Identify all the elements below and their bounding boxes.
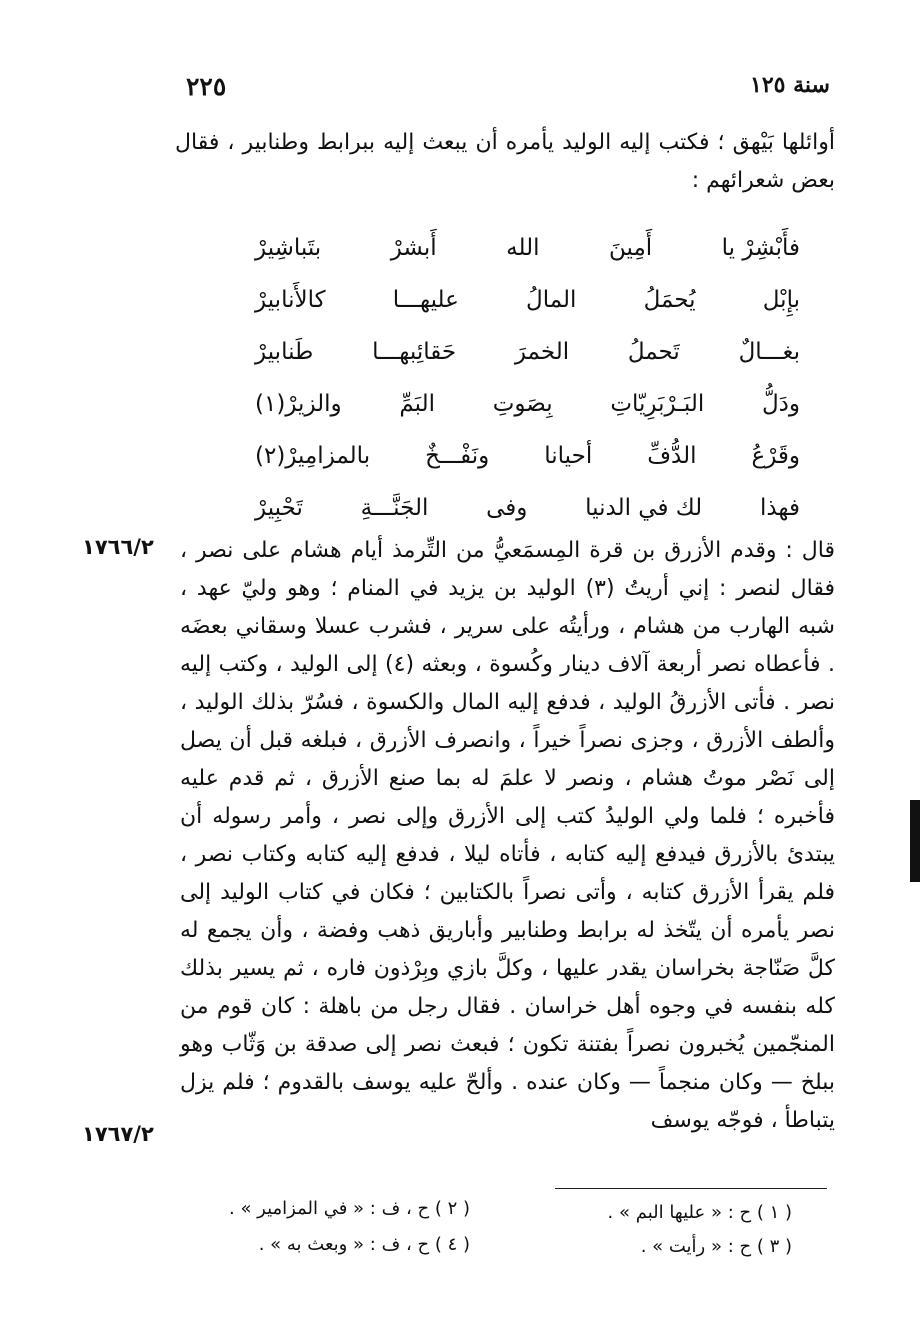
poem-word: بالمزامِيرْ(٢) — [255, 443, 371, 469]
poem-word: بِصَوتِ — [492, 391, 553, 417]
poem-word: أحيانا — [544, 443, 593, 469]
page-number: ٢٢٥ — [186, 72, 227, 101]
poem-word: حَقائِبهـــا — [372, 339, 457, 365]
intro-paragraph: أوائلها بَيْهق ؛ فكتب إليه الوليد يأمره أن يبعث إليه ببرابط وطنابير ، فقال بعض شعرائهم : — [175, 130, 835, 193]
margin-reference: ١٧٦٦/٢ — [82, 535, 154, 559]
poem-word: البَمِّ — [399, 391, 436, 417]
body-paragraph: قال : وقدم الأزرق بن قرة المِسمَعيُّ من التِّرمذ أيام هشام على نصر ، فقال لنصر : إني أريتُ (٣) الوليد بن يزيد في المنام ؛ وهو وليّ عهد ، شبه الهارب من هشام ، ورأيتُه على سرير ، فشرب عسلا وسقاني بعضَه . فأعطاه نصر أربعة آلاف دينار وكُسوة ، وبعثه (٤) إلى الوليد ، وكتب إليه نصر . فأتى الأزرقُ الوليد ، فدفع إليه المال والكسوة ، فسُرّ بذلك الوليد ، وألطف الأزرق ، وجزى نصراً خيراً ، وانصرف الأزرق ، فبلغه قبل أن يصل إلى نَصْر موتُ هشام ، ونصر لا علمَ له بما صنع الأزرق ، ثم قدم عليه فأخبره ؛ فلما ولي الوليدُ كتب إلى الأزرق وإلى نصر ، وأمر رسوله أن يبتدئ بالأزرق فيدفع إليه كتابه ، فأتاه ليلا ، فدفع إليه كتابه وكتاب نصر ، فلم يقرأ الأزرق كتابه ، وأتى نصراً بالكتابين ؛ فكان في كتاب الوليد إلى نصر يأمره أن يتّخذ له برابط وطنابير وأباريق ذهب وفضة ، وأن يجمع له كلَّ صَنّاجة بخراسان يقدر عليها ، وكلَّ بازي وبِرْذون فاره ، ثم يسير بذلك كله بنفسه في وجوه أهل خراسان . فقال رجل من باهلة : كان قوم من المنجّمين يُخبرون نصراً بفتنة تكون ؛ فبعث نصر إلى صدقة بن وَثّاب وهو ببلخ — وكان منجماً — وكان عنده . وألحّ عليه يوسف بالقدوم ؛ فلم يزل يتباطأ ، فوجّه يوسف — [180, 538, 835, 1133]
scan-edge-mark — [910, 800, 920, 882]
footnote: ( ٢ ) ح ، ف : « في المزامير » . — [229, 1198, 470, 1219]
poem-word: تَحملُ — [627, 339, 680, 365]
running-header-year: سنة ١٢٥ — [750, 72, 830, 98]
poem-word: أَمِينَ — [609, 235, 653, 261]
poem-word: ودَلُّ — [761, 391, 800, 417]
footnote: ( ٣ ) ح : « رأيت » . — [640, 1236, 792, 1257]
poem-word: يُحمَلُ — [643, 287, 696, 313]
poem-word: لك في الدنيا — [585, 495, 703, 521]
poem-word: والزيرْ(١) — [255, 391, 342, 417]
poem-line — [255, 222, 800, 274]
poem-word: ونَفْـــخٌ — [425, 443, 490, 469]
poem-word: فأَبْشِرْ يا — [721, 235, 800, 261]
poem-line — [255, 326, 800, 378]
margin-reference: ١٧٦٧/٢ — [82, 1122, 154, 1146]
poem-word: الله — [506, 235, 540, 261]
poem-word: بغـــالٌ — [738, 339, 800, 365]
poem-word: الدُّفِّ — [647, 443, 697, 469]
poem-word: أَبشرْ — [390, 235, 437, 261]
poem-line — [255, 378, 800, 430]
poem-word: طَنابيرْ — [255, 339, 314, 365]
poem-word: المالُ — [526, 287, 577, 313]
poem-line — [255, 274, 800, 326]
poem-word: الخمرَ — [514, 339, 570, 365]
poem-word: كالأَنابيرْ — [255, 287, 326, 313]
poem-word: وفى — [486, 495, 528, 521]
poem-word: عليهـــا — [392, 287, 459, 313]
footnote: ( ٤ ) ح ، ف : « وبعث به » . — [258, 1234, 470, 1255]
poem-word: الجَنَّـــةِ — [360, 495, 429, 521]
poem-word: وقَرْعُ — [751, 443, 800, 469]
poem-word: البَـرْبَرِيّاتِ — [610, 391, 705, 417]
poem — [255, 222, 800, 534]
footnote-divider — [555, 1188, 827, 1189]
poem-word: بتَباشِيرْ — [255, 235, 322, 261]
poem-word: تَحْبِيرْ — [255, 495, 303, 521]
poem-word: فهذا — [759, 495, 800, 521]
poem-line — [255, 482, 800, 534]
poem-word: بإِبْل — [762, 287, 800, 313]
poem-line — [255, 430, 800, 482]
footnote: ( ١ ) ح : « عليها البم » . — [607, 1202, 792, 1223]
